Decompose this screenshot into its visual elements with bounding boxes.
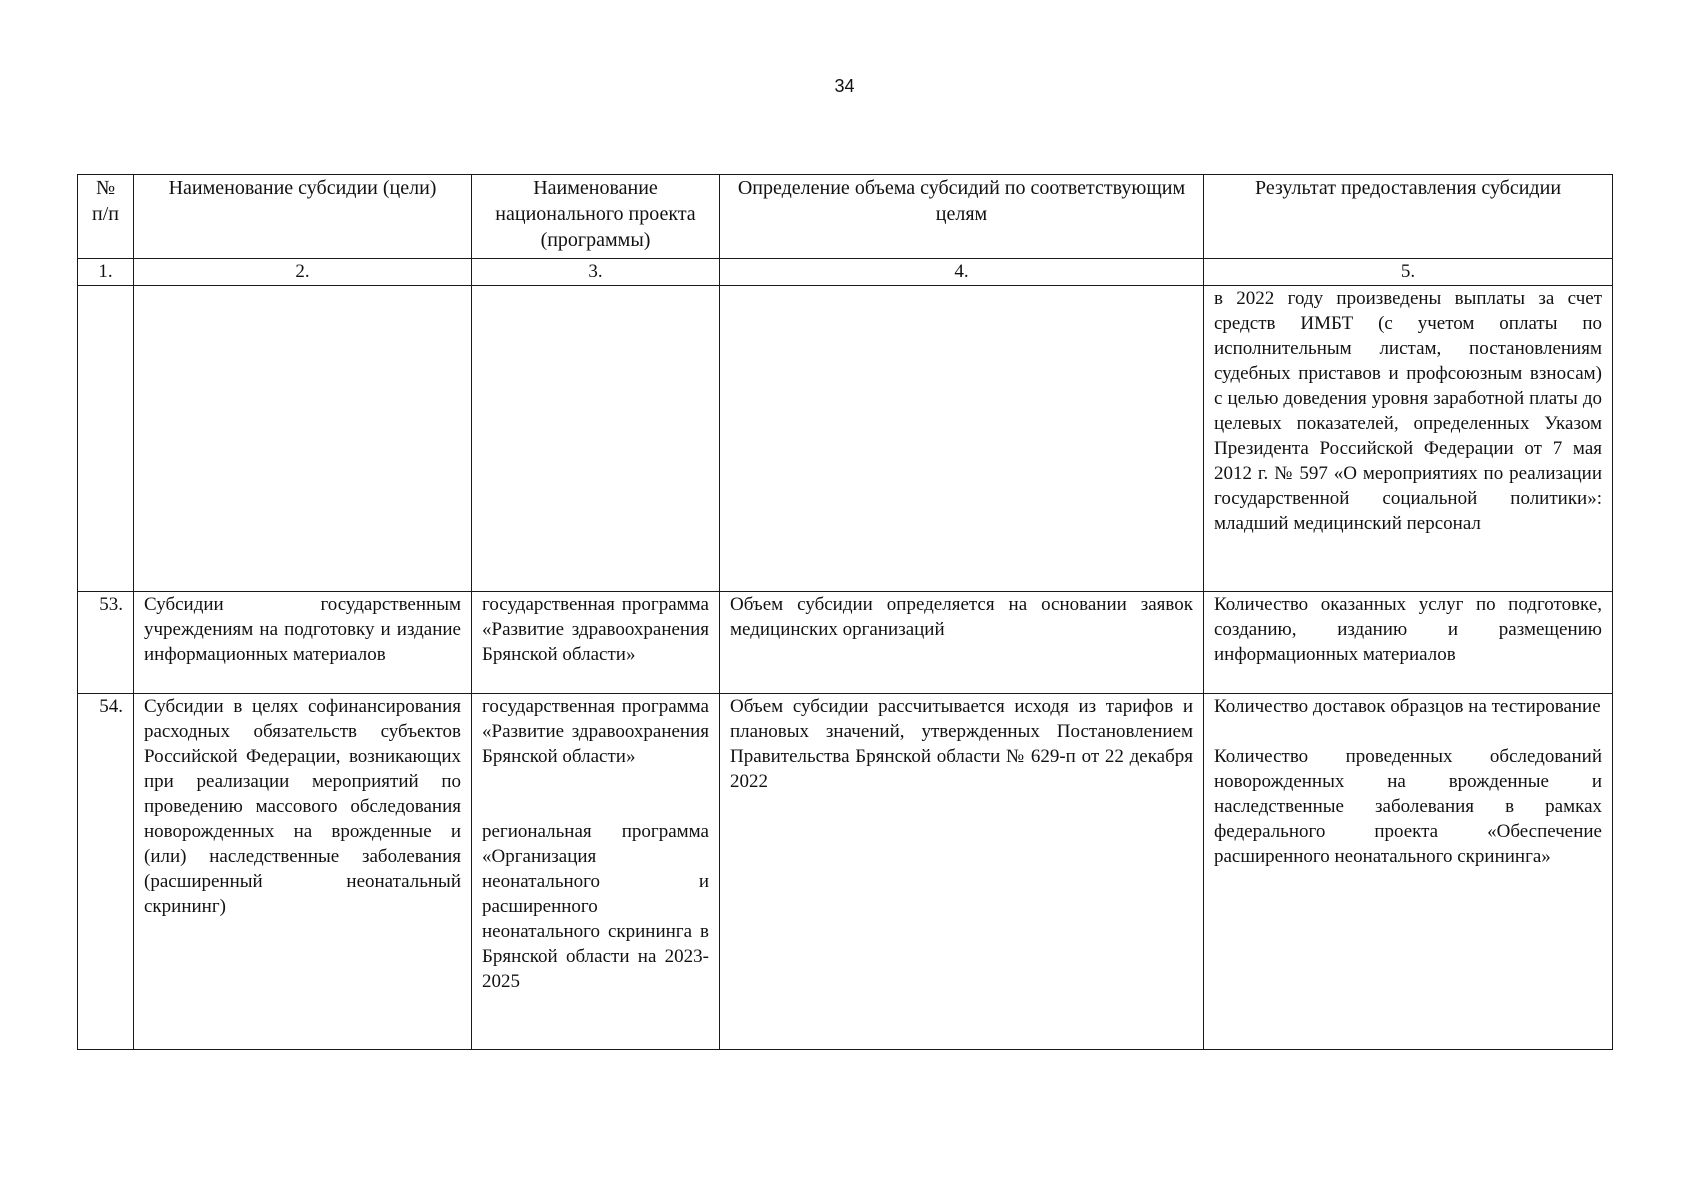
table-row — [78, 694, 1613, 1050]
definition-cell: Объем субсидии рассчитывается исходя из тарифов и плановых значений, утвержденных Постановлением Правительства Брянской области № 629-п от 22 декабря 2022 — [720, 694, 1204, 1050]
header-subsidy-name: Наименование субсидии (цели) — [134, 175, 472, 259]
column-number-4: 4. — [720, 259, 1204, 286]
result-cell — [1204, 694, 1613, 1050]
page-number: 34 — [834, 76, 855, 96]
subsidy-name-cell: Субсидии в целях софинансирования расходных обязательств субъектов Российской Федерации, возникающих при реализации мероприятий по проведению массового обследования новорожденных на врожденные и (или) наследственные заболевания (расширенный неонатальный скрининг) — [134, 694, 472, 1050]
cont-name-cell — [134, 286, 472, 592]
project-text: государственная программа «Развитие здравоохранения Брянской области» — [482, 594, 709, 665]
row-number: 54. — [78, 694, 134, 1050]
cont-definition-cell — [720, 286, 1204, 592]
row-number: 53. — [78, 592, 134, 694]
column-number-2: 2. — [134, 259, 472, 286]
subsidy-table — [77, 174, 1613, 1050]
header-number: № п/п — [78, 175, 134, 259]
column-numbers-row — [78, 259, 1613, 286]
header-national-project: Наименование национального проекта (программы) — [472, 175, 720, 259]
result-text-2: Количество проведенных обследований новорожденных на врожденные и наследственные заболевания в рамках федерального проекта «Обеспечение расширенного неонатального скрининга» — [1214, 746, 1602, 867]
table-row — [78, 592, 1613, 694]
column-number-3: 3. — [472, 259, 720, 286]
column-number-5: 5. — [1204, 259, 1613, 286]
definition-cell: Объем субсидии определяется на основании заявок медицинских организаций — [720, 592, 1204, 694]
header-result: Результат предоставления субсидии — [1204, 175, 1613, 259]
result-text: Количество доставок образцов на тестирование — [1214, 696, 1601, 717]
result-cell — [1204, 592, 1613, 694]
header-volume-definition: Определение объема субсидий по соответствующим целям — [720, 175, 1204, 259]
project-text: государственная программа «Развитие здравоохранения Брянской области» — [482, 696, 709, 767]
cont-result-cell: в 2022 году произведены выплаты за счет средств ИМБТ (с учетом оплаты по исполнительным листам, постановлениям судебных приставов и профсоюзным взносам) с целью доведения уровня заработной платы до целевых показателей, определенных Указом Президента Российской Федерации от 7 мая 2012 г. № 597 «О мероприятиях по реализации государственной социальной политики»: младший медицинский персонал — [1204, 286, 1613, 592]
result-text: Количество оказанных услуг по подготовке, созданию, изданию и размещению информационных материалов — [1214, 594, 1602, 665]
table-row-continued — [78, 286, 1613, 592]
cont-project-cell — [472, 286, 720, 592]
project-cell — [472, 592, 720, 694]
column-number-1: 1. — [78, 259, 134, 286]
subsidy-name-cell: Субсидии государственным учреждениям на подготовку и издание информационных материалов — [134, 592, 472, 694]
regional-program-text: региональная программа «Организация неонатального и расширенного неонатального скрининга в Брянской области на 2023-2025 — [482, 821, 709, 992]
cont-num-cell — [78, 286, 134, 592]
project-cell — [472, 694, 720, 1050]
table-header-row — [78, 175, 1613, 259]
